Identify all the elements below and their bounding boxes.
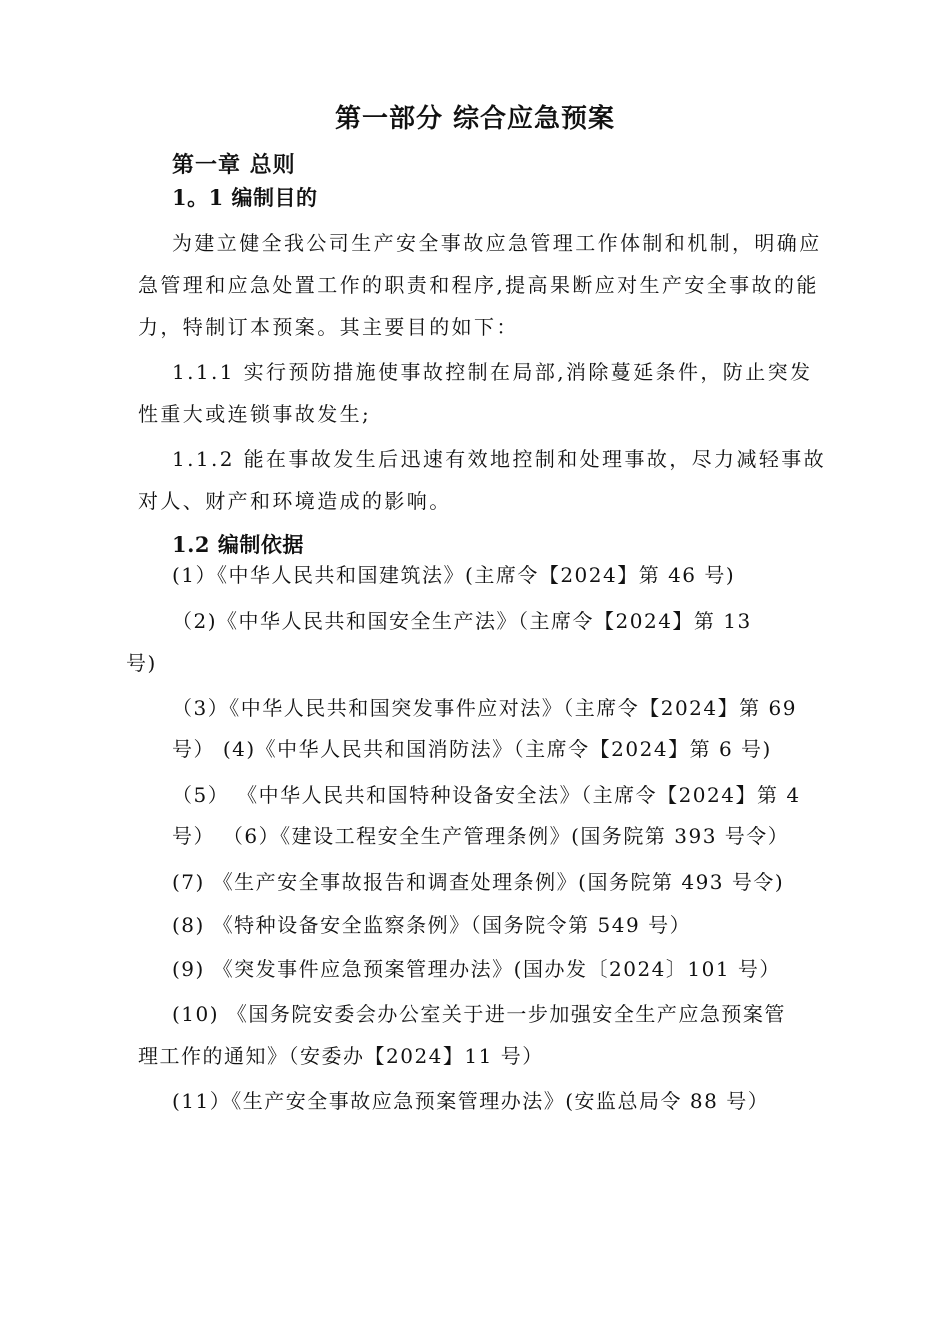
item-1-1-2-line-1: 1.1.2 能在事故发生后迅速有效地控制和处理事故，尽力减轻事故: [172, 447, 827, 471]
item-1-1-1-line-2: 性重大或连锁事故发生;: [138, 402, 372, 426]
section-heading-1-2: 1.2 编制依据: [172, 532, 304, 557]
item-1-1-1-line-1: 1.1.1 实行预防措施使事故控制在局部,消除蔓延条件，防止突发: [172, 360, 813, 384]
section-heading-1-1: 1。1 编制目的: [172, 185, 318, 210]
basis-item-5-cont-6: 号） （6）《建设工程安全生产管理条例》(国务院第 393 号令）: [172, 824, 790, 848]
basis-item-9: (9) 《突发事件应急预案管理办法》(国办发〔2024〕101 号）: [172, 957, 781, 981]
item-1-1-2-line-2: 对人、财产和环境造成的影响。: [138, 489, 452, 513]
document-title: 第一部分 综合应急预案: [334, 104, 616, 134]
chapter-heading: 第一章 总则: [172, 152, 296, 178]
purpose-line-1: 为建立健全我公司生产安全事故应急管理工作体制和机制，明确应: [172, 231, 822, 255]
basis-item-1: (1）《中华人民共和国建筑法》(主席令【2024】第 46 号): [172, 563, 736, 587]
basis-item-10: (10) 《国务院安委会办公室关于进一步加强安全生产应急预案管: [172, 1002, 786, 1026]
purpose-line-3: 力，特制订本预案。其主要目的如下：: [138, 315, 519, 339]
basis-item-7: (7) 《生产安全事故报告和调查处理条例》(国务院第 493 号令): [172, 870, 785, 894]
purpose-line-2: 急管理和应急处置工作的职责和程序,提高果断应对生产安全事故的能: [138, 273, 819, 297]
basis-item-5: （5） 《中华人民共和国特种设备安全法》（主席令【2024】第 4: [172, 783, 801, 807]
basis-item-2-cont: 号): [126, 651, 157, 675]
basis-item-11: (11）《生产安全事故应急预案管理办法》(安监总局令 88 号）: [172, 1089, 770, 1113]
basis-item-10-cont: 理工作的通知》（安委办【2024】11 号）: [138, 1044, 544, 1068]
basis-item-8: (8) 《特种设备安全监察条例》（国务院令第 549 号）: [172, 913, 692, 937]
basis-item-3: （3）《中华人民共和国突发事件应对法》（主席令【2024】第 69: [172, 696, 797, 720]
basis-item-2: （2)《中华人民共和国安全生产法》（主席令【2024】第 13: [172, 609, 752, 633]
basis-item-3-cont-4: 号） (4)《中华人民共和国消防法》（主席令【2024】第 6 号): [172, 737, 772, 761]
